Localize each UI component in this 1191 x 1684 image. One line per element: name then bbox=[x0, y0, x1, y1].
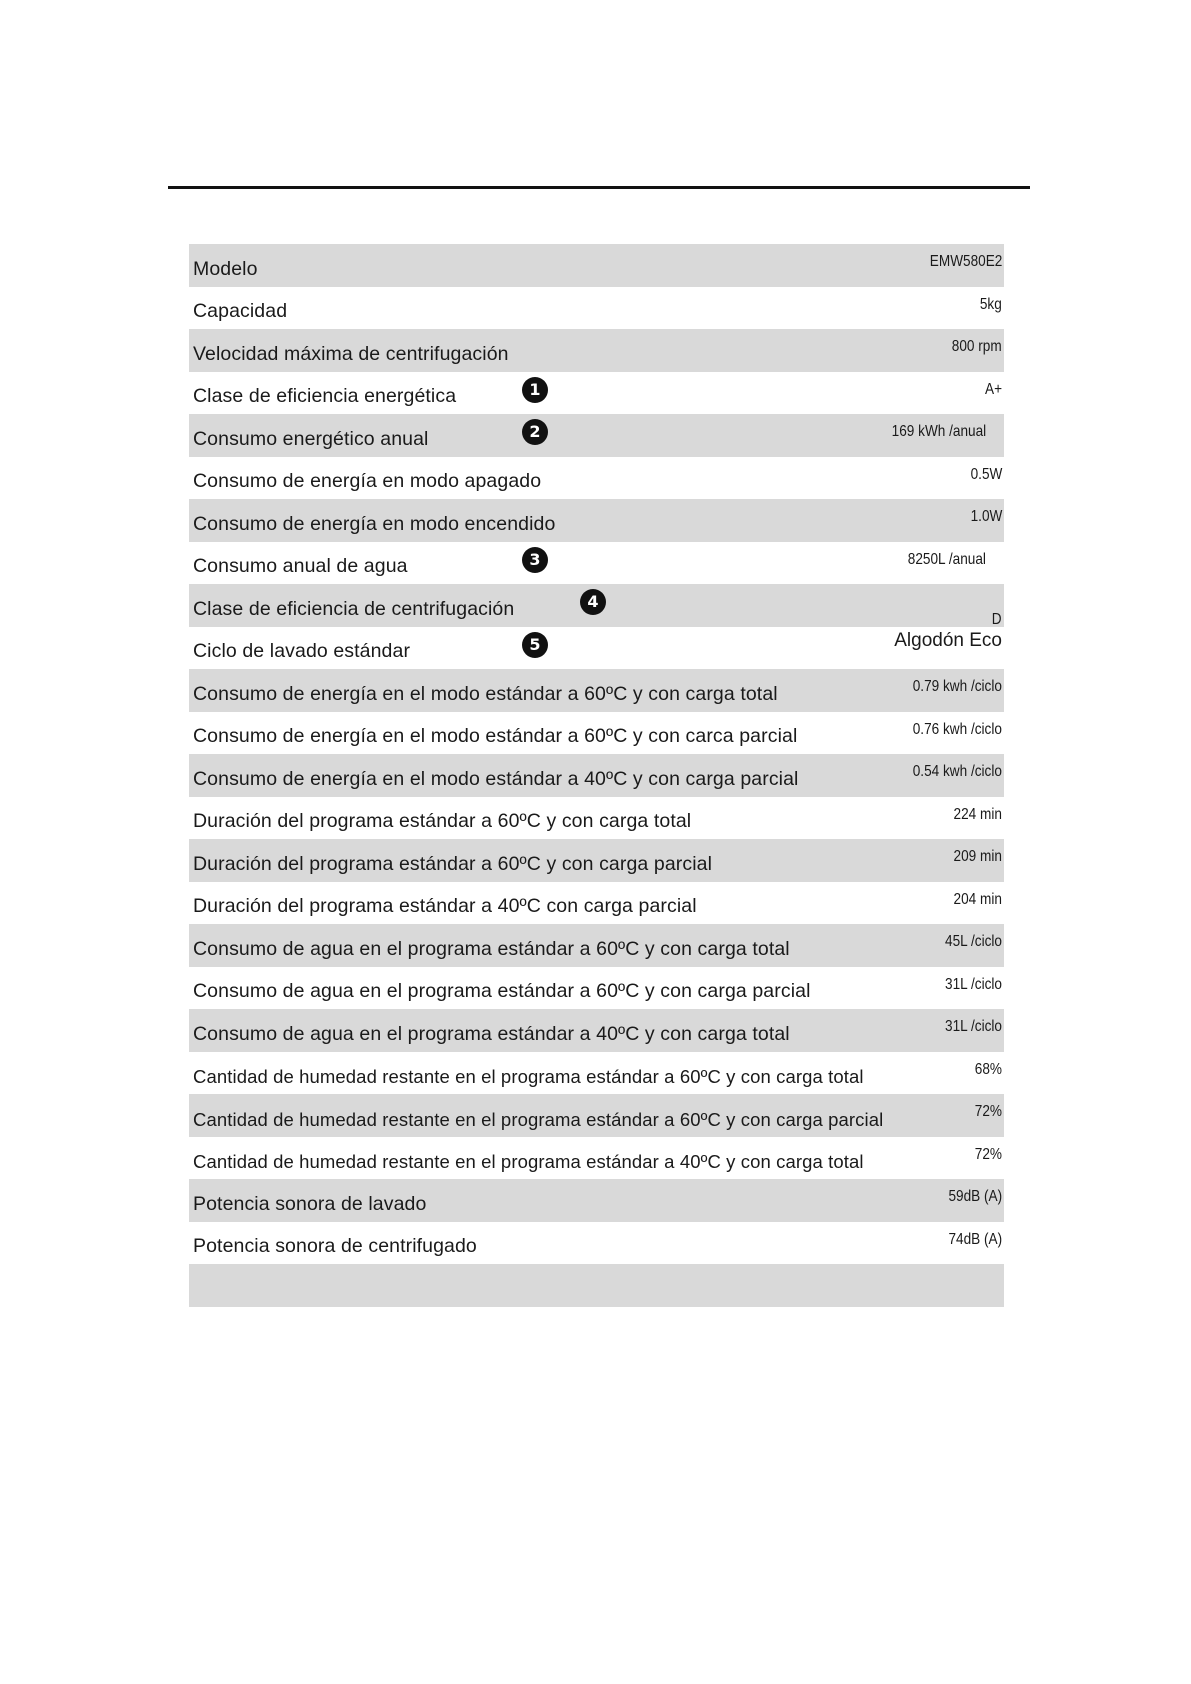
spec-table bbox=[189, 244, 1004, 1307]
table-row bbox=[189, 669, 1004, 712]
row-value: 0.54 kwh /ciclo bbox=[912, 763, 1002, 780]
row-value: 209 min bbox=[953, 848, 1002, 865]
row-label: Consumo energético anual bbox=[193, 427, 429, 450]
row-value: 1.0W bbox=[970, 508, 1002, 525]
row-label: Consumo de energía en el modo estándar a 60ºC y con carca parcial bbox=[193, 725, 798, 747]
row-label: Duración del programa estándar a 40ºC con carga parcial bbox=[193, 895, 697, 917]
row-label: Modelo bbox=[193, 257, 258, 280]
table-row bbox=[189, 584, 1004, 627]
table-row bbox=[189, 1009, 1004, 1052]
row-value: 8250L /anual bbox=[907, 550, 986, 568]
table-row bbox=[189, 1179, 1004, 1222]
row-value: 72% bbox=[974, 1103, 1002, 1120]
footnote-marker-5: 5 bbox=[522, 632, 548, 658]
row-label: Consumo de energía en el modo estándar a 40ºC y con carga parcial bbox=[193, 767, 799, 790]
row-label: Clase de eficiencia de centrifugación bbox=[193, 597, 515, 620]
row-value: D bbox=[992, 611, 1002, 628]
row-value: Algodón Eco bbox=[894, 629, 1002, 651]
row-label: Consumo de agua en el programa estándar a 60ºC y con carga total bbox=[193, 937, 790, 960]
row-value: A+ bbox=[984, 380, 1002, 398]
table-row bbox=[189, 329, 1004, 372]
row-value: 800 rpm bbox=[952, 338, 1002, 355]
row-label: Duración del programa estándar a 60ºC y con carga parcial bbox=[193, 852, 713, 875]
row-value: 0.76 kwh /ciclo bbox=[912, 720, 1002, 738]
row-label: Potencia sonora de lavado bbox=[193, 1192, 427, 1215]
row-label: Clase de eficiencia energética bbox=[193, 385, 457, 407]
table-row bbox=[189, 967, 1004, 1010]
table-row bbox=[189, 797, 1004, 840]
table-row bbox=[189, 1052, 1004, 1095]
row-label: Cantidad de humedad restante en el programa estándar a 40ºC y con carga total bbox=[193, 1151, 864, 1172]
row-label: Duración del programa estándar a 60ºC y con carga total bbox=[193, 810, 692, 832]
row-label: Cantidad de humedad restante en el programa estándar a 60ºC y con carga total bbox=[193, 1066, 864, 1087]
table-row bbox=[189, 712, 1004, 755]
table-row bbox=[189, 754, 1004, 797]
row-value: 72% bbox=[974, 1145, 1002, 1163]
row-label: Cantidad de humedad restante en el programa estándar a 60ºC y con carga parcial bbox=[193, 1108, 884, 1130]
row-label: Consumo de energía en el modo estándar a 60ºC y con carga total bbox=[193, 682, 778, 705]
row-label: Consumo de energía en modo encendido bbox=[193, 512, 556, 535]
table-row bbox=[189, 542, 1004, 585]
row-value: 224 min bbox=[953, 805, 1002, 823]
row-value: 204 min bbox=[953, 890, 1002, 908]
table-row bbox=[189, 499, 1004, 542]
table-row bbox=[189, 244, 1004, 287]
row-label: Consumo de agua en el programa estándar a 60ºC y con carga parcial bbox=[193, 980, 811, 1002]
row-label: Ciclo de lavado estándar bbox=[193, 640, 411, 662]
row-value: 68% bbox=[974, 1060, 1002, 1078]
footnote-marker-3: 3 bbox=[522, 547, 548, 573]
row-label: Capacidad bbox=[193, 300, 288, 322]
table-row bbox=[189, 839, 1004, 882]
row-value: 169 kWh /anual bbox=[891, 423, 986, 440]
row-value: 0.5W bbox=[970, 465, 1002, 483]
table-row bbox=[189, 627, 1004, 670]
table-row bbox=[189, 882, 1004, 925]
table-row bbox=[189, 924, 1004, 967]
row-value: 31L /ciclo bbox=[945, 1018, 1002, 1035]
table-row bbox=[189, 372, 1004, 415]
row-label: Potencia sonora de centrifugado bbox=[193, 1235, 477, 1257]
table-row-empty bbox=[189, 1264, 1004, 1307]
row-label: Consumo de energía en modo apagado bbox=[193, 470, 542, 492]
row-value: 59dB (A) bbox=[948, 1188, 1002, 1205]
table-row bbox=[189, 1094, 1004, 1137]
footnote-marker-2: 2 bbox=[522, 419, 548, 445]
row-value: 74dB (A) bbox=[948, 1230, 1002, 1248]
row-value: 31L /ciclo bbox=[945, 975, 1002, 993]
row-label: Consumo anual de agua bbox=[193, 555, 408, 577]
table-row bbox=[189, 1222, 1004, 1265]
footnote-marker-4: 4 bbox=[580, 589, 606, 615]
row-value: 5kg bbox=[980, 295, 1002, 313]
header-rule bbox=[168, 186, 1030, 189]
row-value: 45L /ciclo bbox=[945, 933, 1002, 950]
table-row bbox=[189, 1137, 1004, 1180]
row-label: Velocidad máxima de centrifugación bbox=[193, 342, 509, 365]
table-row bbox=[189, 414, 1004, 457]
row-label: Consumo de agua en el programa estándar a 40ºC y con carga total bbox=[193, 1022, 790, 1045]
row-value: EMW580E2 bbox=[929, 253, 1002, 270]
table-row bbox=[189, 287, 1004, 330]
table-row bbox=[189, 457, 1004, 500]
row-value: 0.79 kwh /ciclo bbox=[912, 678, 1002, 695]
footnote-marker-1: 1 bbox=[522, 377, 548, 403]
